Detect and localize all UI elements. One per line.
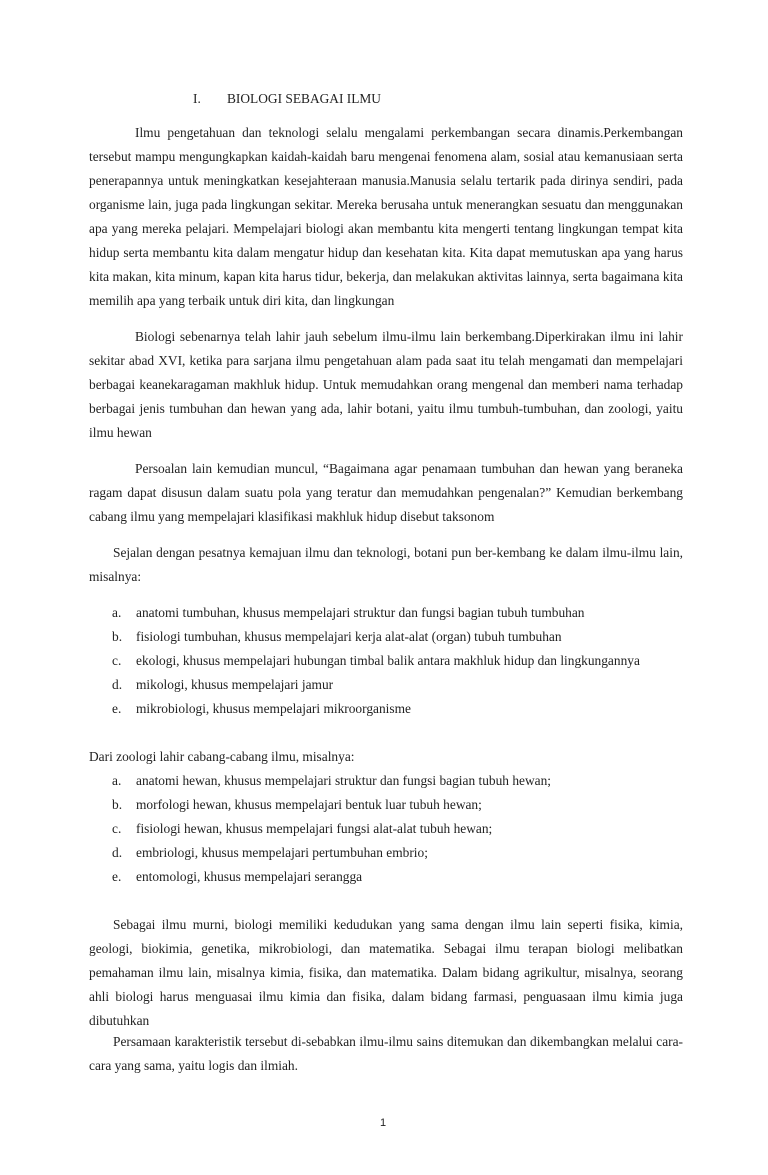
list-letter: b. bbox=[112, 629, 123, 644]
list-letter: a. bbox=[112, 773, 122, 788]
list-item bbox=[112, 625, 640, 649]
list-item bbox=[112, 865, 551, 889]
section-heading bbox=[193, 91, 381, 107]
zoology-list bbox=[112, 769, 551, 889]
list-letter: d. bbox=[112, 677, 123, 692]
paragraph-taxonomy: Persoalan lain kemudian muncul, “Bagaimana agar penamaan tumbuhan dan hewan yang beraneka ragam dapat disusun dalam suatu pola yang teratur dan memudahkan pengenalan?” Kemudian berkembang cabang ilmu yang mempelajari klasifikasi makhluk hidup disebut taksonom bbox=[89, 461, 683, 524]
list-text: anatomi hewan, khusus mempelajari struktur dan fungsi bagian tubuh hewan; bbox=[136, 773, 552, 788]
list-letter: d. bbox=[112, 845, 123, 860]
paragraph-intro: Ilmu pengetahuan dan teknologi selalu mengalami perkembangan secara dinamis.Perkembangan tersebut mampu mengungkapkan kaidah-kaidah baru mengenai fenomena alam, sosial atau kemanusiaan serta penerapannya untuk meningkatkan kesejahteraan manusia.Manusia selalu tertarik pada dirinya sendiri, pada organisme lain, juga pada lingkungan sekitar. Mereka berusaha untuk menerangkan sesuatu dan menggunakan apa yang mereka pelajari. Mempelajari biologi akan membantu kita mengerti tentang lingkungan tempat kita hidup serta membantu kita dalam mengatur hidup dan kesehatan kita. Kita dapat memutuskan apa yang harus kita makan, kita minum, kapan kita harus tidur, bekerja, dan melakukan aktivitas lainnya, serta bagaimana kita memilih apa yang terbaik untuk diri kita, dan lingkungan bbox=[89, 125, 683, 308]
list-letter: a. bbox=[112, 605, 122, 620]
list-text: entomologi, khusus mempelajari serangga bbox=[136, 869, 363, 884]
section-number: I. bbox=[193, 91, 201, 106]
list-text: anatomi tumbuhan, khusus mempelajari struktur dan fungsi bagian tubuh tumbuhan bbox=[136, 605, 585, 620]
list-text: fisiologi hewan, khusus mempelajari fungsi alat-alat tubuh hewan; bbox=[136, 821, 493, 836]
list-item bbox=[112, 601, 640, 625]
list-text: mikrobiologi, khusus mempelajari mikroorganisme bbox=[136, 701, 411, 716]
paragraph-pure-science: Sebagai ilmu murni, biologi memiliki kedudukan yang sama dengan ilmu lain seperti fisika, kimia, geologi, biokimia, genetika, mikrobiologi, dan matematika. Sebagai ilmu terapan biologi melibatkan pemahaman ilmu lain, misalnya kimia, fisika, dan matematika. Dalam bidang agrikultur, misalnya, seorang ahli biologi harus menguasai ilmu kimia dan fisika, dalam bidang farmasi, penguasaan ilmu kimia juga dibutuhkan bbox=[89, 917, 683, 1028]
page-number: 1 bbox=[380, 1117, 387, 1129]
list-letter: c. bbox=[112, 653, 122, 668]
list-item bbox=[112, 697, 640, 721]
list-item bbox=[112, 841, 551, 865]
paragraph-zoology-intro: Dari zoologi lahir cabang-cabang ilmu, misalnya: bbox=[89, 749, 355, 764]
list-item bbox=[112, 673, 640, 697]
paragraph-characteristics: Persamaan karakteristik tersebut di-sebabkan ilmu-ilmu sains ditemukan dan dikembangkan melalui cara-cara yang sama, yaitu logis dan ilmiah. bbox=[89, 1034, 683, 1073]
section-title: BIOLOGI SEBAGAI ILMU bbox=[227, 91, 381, 106]
list-letter: e. bbox=[112, 701, 122, 716]
list-letter: b. bbox=[112, 797, 123, 812]
list-text: ekologi, khusus mempelajari hubungan timbal balik antara makhluk hidup dan lingkungannya bbox=[136, 653, 640, 668]
list-letter: e. bbox=[112, 869, 122, 884]
list-text: embriologi, khusus mempelajari pertumbuhan embrio; bbox=[136, 845, 428, 860]
list-item bbox=[112, 817, 551, 841]
paragraph-history: Biologi sebenarnya telah lahir jauh sebelum ilmu-ilmu lain berkembang.Diperkirakan ilmu ini lahir sekitar abad XVI, ketika para sarjana ilmu pengetahuan alam pada saat itu telah mengamati dan mempelajari berbagai keanekaragaman makhluk hidup. Untuk memudahkan orang mengenal dan memberi nama terhadap berbagai jenis tumbuhan dan hewan yang ada, lahir botani, yaitu ilmu tumbuh-tumbuhan, dan zoologi, yaitu ilmu hewan bbox=[89, 329, 683, 440]
list-text: fisiologi tumbuhan, khusus mempelajari kerja alat-alat (organ) tubuh tumbuhan bbox=[136, 629, 562, 644]
list-item bbox=[112, 769, 551, 793]
list-text: mikologi, khusus mempelajari jamur bbox=[136, 677, 334, 692]
list-text: morfologi hewan, khusus mempelajari bentuk luar tubuh hewan; bbox=[136, 797, 482, 812]
list-item bbox=[112, 793, 551, 817]
paragraph-botany: Sejalan dengan pesatnya kemajuan ilmu dan teknologi, botani pun ber-kembang ke dalam ilmu-ilmu lain, misalnya: bbox=[89, 545, 683, 584]
botany-list bbox=[112, 601, 640, 721]
list-letter: c. bbox=[112, 821, 122, 836]
list-item bbox=[112, 649, 640, 673]
